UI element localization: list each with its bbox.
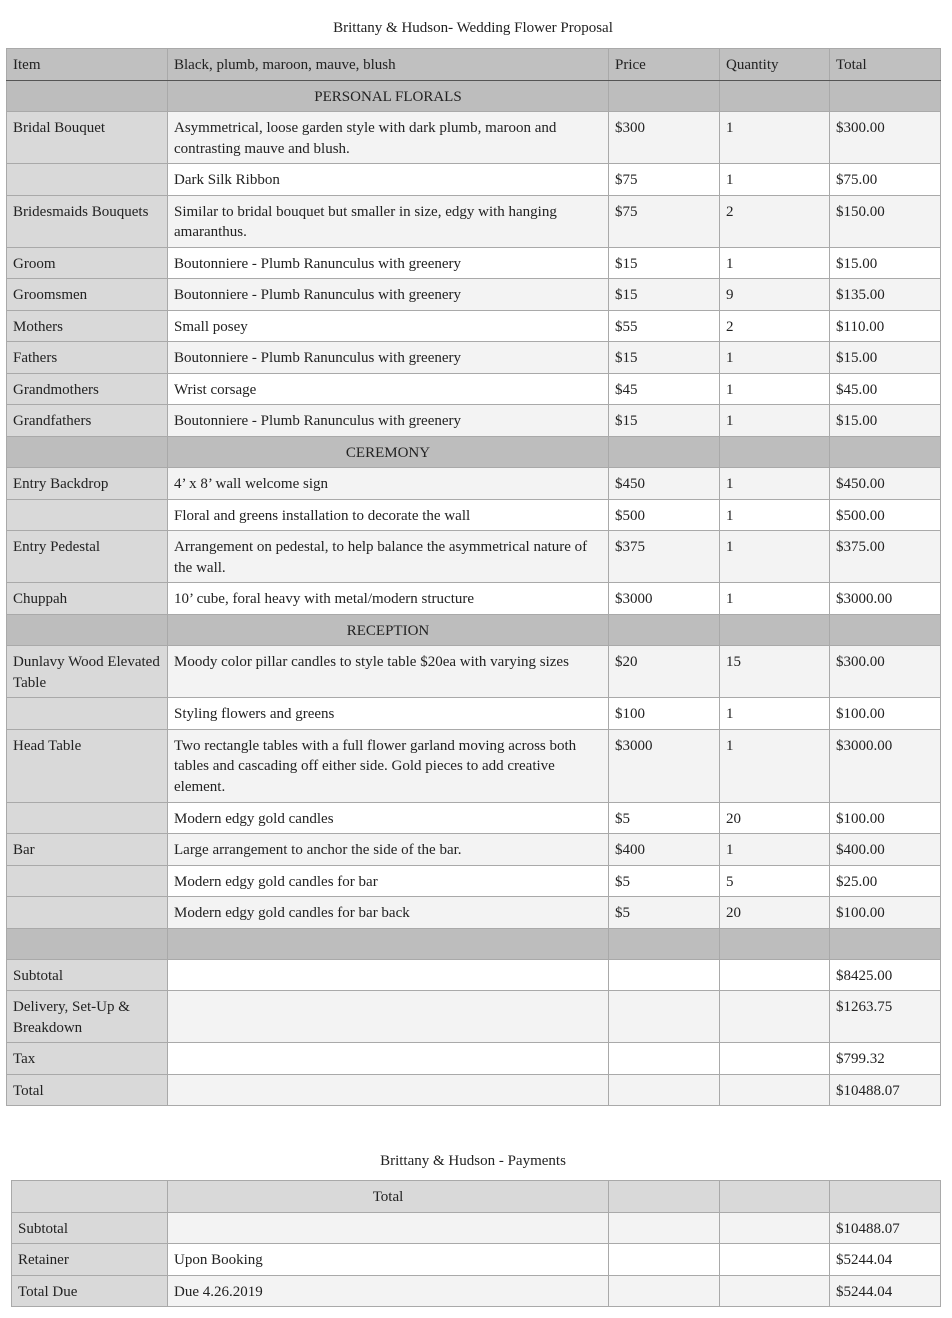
payment-row [12, 1275, 941, 1307]
quantity-cell: 15 [720, 646, 830, 698]
summary-row [7, 1043, 941, 1075]
payments-header-blank [12, 1181, 168, 1213]
payment-blank-cell [720, 1212, 830, 1244]
summary-label: Total [7, 1074, 168, 1106]
table-row [7, 468, 941, 500]
summary-row [7, 991, 941, 1043]
summary-value: $799.32 [830, 1043, 941, 1075]
item-cell [7, 499, 168, 531]
payments-header-row [12, 1181, 941, 1213]
description-cell: Boutonniere - Plumb Ranunculus with greenery [168, 247, 609, 279]
summary-blank-cell [720, 1074, 830, 1106]
section-blank-cell [7, 80, 168, 112]
header-quantity: Quantity [720, 49, 830, 81]
quantity-cell: 2 [720, 310, 830, 342]
price-cell: $5 [609, 865, 720, 897]
table-row [7, 195, 941, 247]
payments-title: Brittany & Hudson - Payments [380, 1153, 566, 1169]
description-cell: 4’ x 8’ wall welcome sign [168, 468, 609, 500]
table-row [7, 646, 941, 698]
item-cell: Groomsmen [7, 279, 168, 311]
quantity-cell: 5 [720, 865, 830, 897]
item-cell: Fathers [7, 342, 168, 374]
separator-cell [720, 928, 830, 959]
summary-blank-cell [609, 991, 720, 1043]
price-cell: $55 [609, 310, 720, 342]
table-row [7, 729, 941, 802]
table-row [7, 112, 941, 164]
header-description: Black, plumb, maroon, mauve, blush [168, 49, 609, 81]
payment-label: Total Due [12, 1275, 168, 1307]
price-cell: $45 [609, 373, 720, 405]
separator-cell [830, 928, 941, 959]
payment-blank-cell [609, 1212, 720, 1244]
table-row [7, 802, 941, 834]
price-cell: $5 [609, 897, 720, 929]
quantity-cell: 1 [720, 698, 830, 730]
quantity-cell: 1 [720, 468, 830, 500]
description-cell: Modern edgy gold candles [168, 802, 609, 834]
summary-blank-cell [609, 1043, 720, 1075]
description-cell: Arrangement on pedestal, to help balance the asymmetrical nature of the wall. [168, 531, 609, 583]
section-blank-cell [7, 614, 168, 646]
quantity-cell: 20 [720, 897, 830, 929]
section-title: CEREMONY [168, 436, 609, 468]
description-cell: Asymmetrical, loose garden style with dark plumb, maroon and contrasting mauve and blush. [168, 112, 609, 164]
price-cell: $100 [609, 698, 720, 730]
price-cell: $5 [609, 802, 720, 834]
description-cell: 10’ cube, foral heavy with metal/modern structure [168, 583, 609, 615]
item-cell [7, 865, 168, 897]
quantity-cell: 9 [720, 279, 830, 311]
item-cell: Bridesmaids Bouquets [7, 195, 168, 247]
payments-header-blank [830, 1181, 941, 1213]
quantity-cell: 1 [720, 342, 830, 374]
price-cell: $15 [609, 279, 720, 311]
summary-blank-cell [720, 991, 830, 1043]
payment-blank-cell [720, 1275, 830, 1307]
quantity-cell: 1 [720, 583, 830, 615]
payment-blank-cell [609, 1244, 720, 1276]
payments-table [11, 1180, 941, 1307]
summary-value: $8425.00 [830, 959, 941, 991]
total-cell: $15.00 [830, 247, 941, 279]
section-blank-cell [609, 80, 720, 112]
description-cell: Modern edgy gold candles for bar back [168, 897, 609, 929]
table-row [7, 405, 941, 437]
total-cell: $45.00 [830, 373, 941, 405]
quantity-cell: 1 [720, 405, 830, 437]
table-row [7, 499, 941, 531]
summary-blank-cell [720, 959, 830, 991]
table-row [7, 164, 941, 196]
total-cell: $15.00 [830, 405, 941, 437]
item-cell: Chuppah [7, 583, 168, 615]
section-title: RECEPTION [168, 614, 609, 646]
description-cell: Two rectangle tables with a full flower garland moving across both tables and cascading off either side. Gold pieces to add creative element. [168, 729, 609, 802]
table-row [7, 583, 941, 615]
summary-value: $1263.75 [830, 991, 941, 1043]
summary-blank-cell [609, 959, 720, 991]
description-cell: Modern edgy gold candles for bar [168, 865, 609, 897]
total-cell: $100.00 [830, 897, 941, 929]
payments-header-blank [720, 1181, 830, 1213]
table-row [7, 310, 941, 342]
item-cell [7, 802, 168, 834]
separator-cell [609, 928, 720, 959]
total-cell: $135.00 [830, 279, 941, 311]
total-cell: $100.00 [830, 802, 941, 834]
total-cell: $75.00 [830, 164, 941, 196]
quantity-cell: 1 [720, 834, 830, 866]
header-item: Item [7, 49, 168, 81]
payment-value: $10488.07 [830, 1212, 941, 1244]
payments-header-blank [609, 1181, 720, 1213]
description-cell: Boutonniere - Plumb Ranunculus with greenery [168, 279, 609, 311]
total-cell: $450.00 [830, 468, 941, 500]
table-row [7, 698, 941, 730]
payment-blank-cell [609, 1275, 720, 1307]
total-cell: $15.00 [830, 342, 941, 374]
price-cell: $75 [609, 164, 720, 196]
section-blank-cell [609, 614, 720, 646]
payment-value: $5244.04 [830, 1244, 941, 1276]
summary-blank-cell [168, 991, 609, 1043]
proposal-title: Brittany & Hudson- Wedding Flower Proposal [333, 20, 613, 36]
summary-blank-cell [168, 1043, 609, 1075]
separator-cell [168, 928, 609, 959]
price-cell: $75 [609, 195, 720, 247]
payment-description: Upon Booking [168, 1244, 609, 1276]
total-cell: $3000.00 [830, 729, 941, 802]
description-cell: Moody color pillar candles to style table $20ea with varying sizes [168, 646, 609, 698]
section-header-row [7, 436, 941, 468]
section-title: PERSONAL FLORALS [168, 80, 609, 112]
section-blank-cell [720, 436, 830, 468]
total-cell: $400.00 [830, 834, 941, 866]
section-blank-cell [830, 436, 941, 468]
summary-label: Delivery, Set-Up & Breakdown [7, 991, 168, 1043]
description-cell: Wrist corsage [168, 373, 609, 405]
item-cell: Head Table [7, 729, 168, 802]
price-cell: $3000 [609, 729, 720, 802]
item-cell: Groom [7, 247, 168, 279]
description-cell: Similar to bridal bouquet but smaller in size, edgy with hanging amaranthus. [168, 195, 609, 247]
payments-header-total: Total [168, 1181, 609, 1213]
price-cell: $15 [609, 405, 720, 437]
summary-blank-cell [720, 1043, 830, 1075]
price-cell: $3000 [609, 583, 720, 615]
item-cell: Grandmothers [7, 373, 168, 405]
item-cell: Grandfathers [7, 405, 168, 437]
total-cell: $300.00 [830, 112, 941, 164]
total-cell: $300.00 [830, 646, 941, 698]
separator-cell [7, 928, 168, 959]
price-cell: $15 [609, 342, 720, 374]
price-cell: $450 [609, 468, 720, 500]
payment-description: Due 4.26.2019 [168, 1275, 609, 1307]
payment-value: $5244.04 [830, 1275, 941, 1307]
summary-blank-cell [168, 1074, 609, 1106]
section-blank-cell [7, 436, 168, 468]
table-row [7, 373, 941, 405]
payment-label: Retainer [12, 1244, 168, 1276]
table-row [7, 897, 941, 929]
payment-blank-cell [720, 1244, 830, 1276]
payment-description [168, 1212, 609, 1244]
header-price: Price [609, 49, 720, 81]
summary-label: Tax [7, 1043, 168, 1075]
header-row [7, 49, 941, 81]
quantity-cell: 1 [720, 164, 830, 196]
table-row [7, 834, 941, 866]
description-cell: Floral and greens installation to decorate the wall [168, 499, 609, 531]
payment-label: Subtotal [12, 1212, 168, 1244]
total-cell: $375.00 [830, 531, 941, 583]
proposal-table [6, 48, 941, 1106]
section-blank-cell [830, 614, 941, 646]
table-row [7, 865, 941, 897]
total-cell: $3000.00 [830, 583, 941, 615]
payment-row [12, 1244, 941, 1276]
price-cell: $20 [609, 646, 720, 698]
section-blank-cell [609, 436, 720, 468]
quantity-cell: 1 [720, 499, 830, 531]
quantity-cell: 20 [720, 802, 830, 834]
item-cell: Entry Backdrop [7, 468, 168, 500]
total-cell: $110.00 [830, 310, 941, 342]
description-cell: Small posey [168, 310, 609, 342]
item-cell: Entry Pedestal [7, 531, 168, 583]
item-cell: Dunlavy Wood Elevated Table [7, 646, 168, 698]
table-row [7, 531, 941, 583]
quantity-cell: 1 [720, 247, 830, 279]
summary-label: Subtotal [7, 959, 168, 991]
item-cell [7, 164, 168, 196]
summary-row [7, 959, 941, 991]
item-cell [7, 897, 168, 929]
summary-row [7, 1074, 941, 1106]
price-cell: $500 [609, 499, 720, 531]
description-cell: Dark Silk Ribbon [168, 164, 609, 196]
price-cell: $15 [609, 247, 720, 279]
summary-value: $10488.07 [830, 1074, 941, 1106]
table-row [7, 342, 941, 374]
quantity-cell: 1 [720, 531, 830, 583]
total-cell: $100.00 [830, 698, 941, 730]
section-header-row [7, 80, 941, 112]
total-cell: $500.00 [830, 499, 941, 531]
summary-blank-cell [168, 959, 609, 991]
item-cell: Bridal Bouquet [7, 112, 168, 164]
description-cell: Boutonniere - Plumb Ranunculus with greenery [168, 342, 609, 374]
price-cell: $400 [609, 834, 720, 866]
section-blank-cell [720, 614, 830, 646]
total-cell: $25.00 [830, 865, 941, 897]
price-cell: $375 [609, 531, 720, 583]
item-cell [7, 698, 168, 730]
summary-blank-cell [609, 1074, 720, 1106]
separator-row [7, 928, 941, 959]
header-total: Total [830, 49, 941, 81]
quantity-cell: 1 [720, 729, 830, 802]
description-cell: Styling flowers and greens [168, 698, 609, 730]
total-cell: $150.00 [830, 195, 941, 247]
description-cell: Boutonniere - Plumb Ranunculus with greenery [168, 405, 609, 437]
table-row [7, 247, 941, 279]
payment-row [12, 1212, 941, 1244]
quantity-cell: 1 [720, 373, 830, 405]
price-cell: $300 [609, 112, 720, 164]
quantity-cell: 2 [720, 195, 830, 247]
section-blank-cell [720, 80, 830, 112]
section-header-row [7, 614, 941, 646]
item-cell: Mothers [7, 310, 168, 342]
item-cell: Bar [7, 834, 168, 866]
table-row [7, 279, 941, 311]
description-cell: Large arrangement to anchor the side of the bar. [168, 834, 609, 866]
section-blank-cell [830, 80, 941, 112]
quantity-cell: 1 [720, 112, 830, 164]
